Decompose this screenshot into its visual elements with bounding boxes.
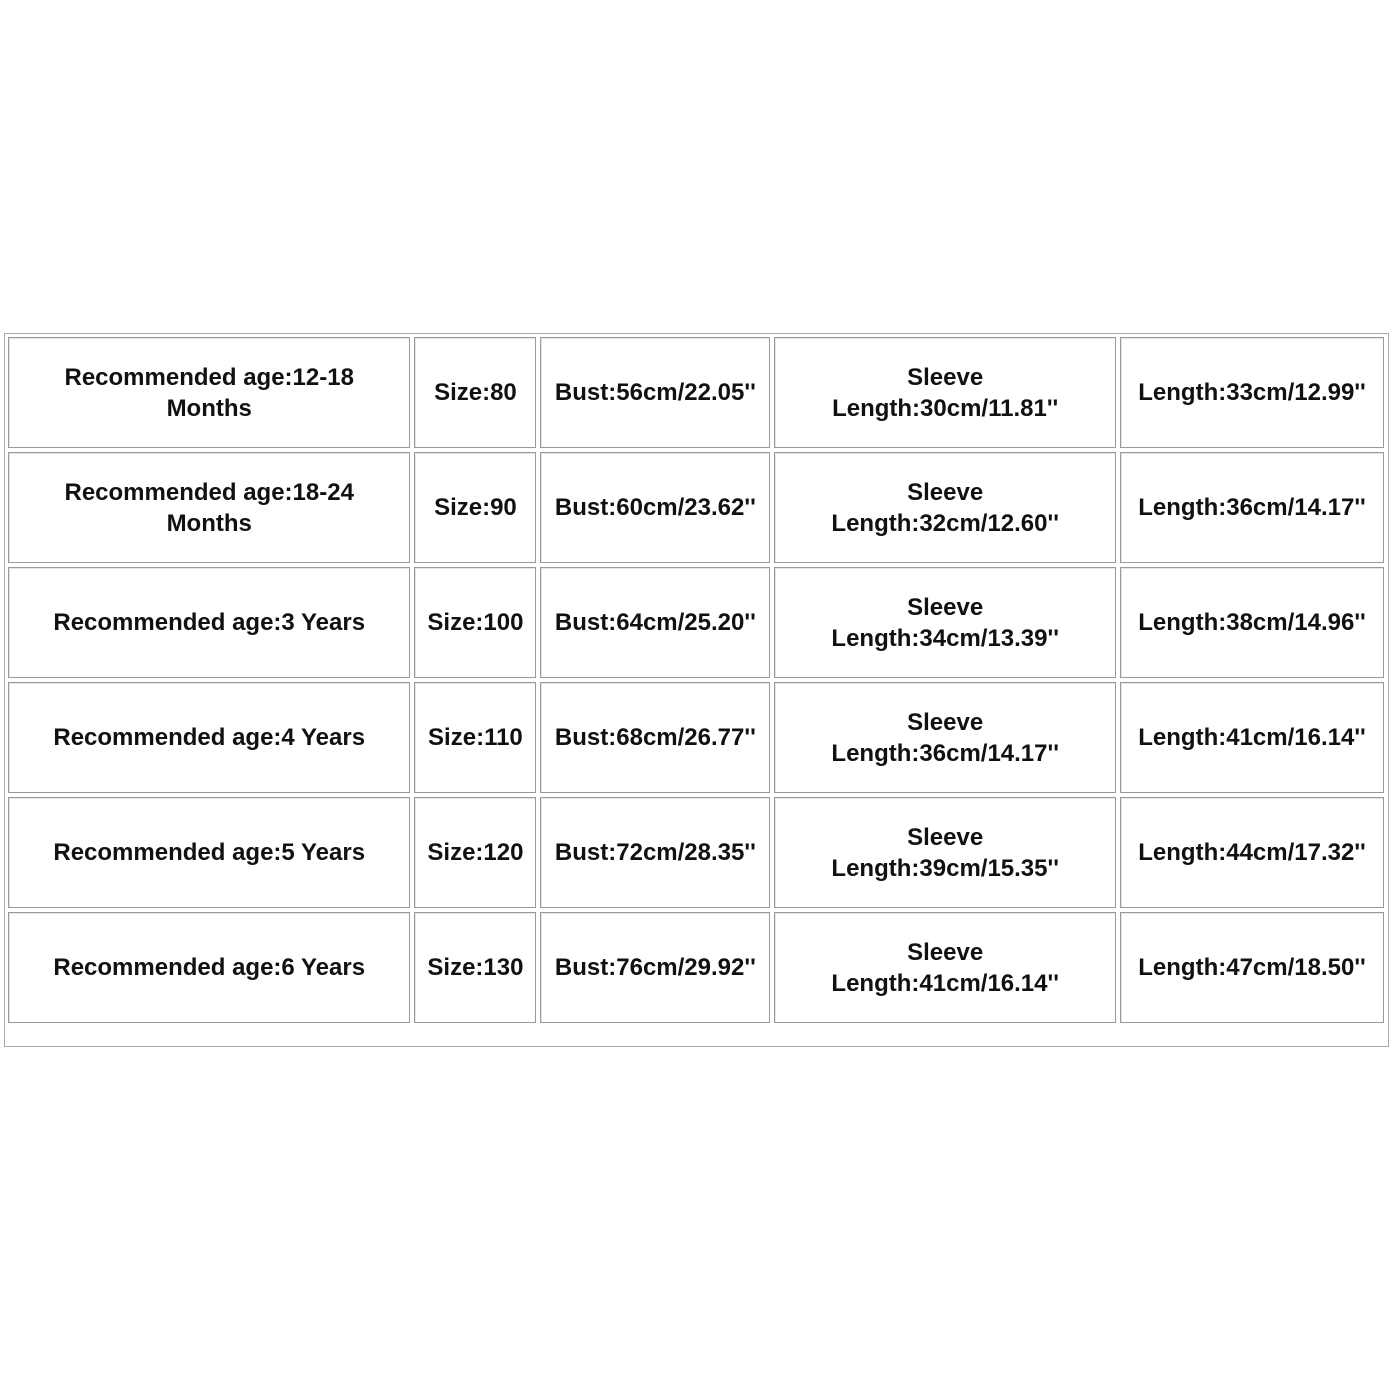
size-cell — [414, 452, 536, 563]
sleeve-text: Sleeve Length:30cm/11.81'' — [832, 363, 1059, 422]
sleeve-cell — [774, 452, 1116, 563]
size-cell — [414, 682, 536, 793]
bust-cell — [540, 567, 770, 678]
age-text: Recommended age:3 Years — [53, 609, 366, 636]
table-row — [8, 337, 1384, 448]
bust-text: Bust:72cm/28.35'' — [554, 839, 756, 866]
age-text: Recommended age:6 Years — [53, 954, 366, 981]
length-text: Length:36cm/14.17'' — [1138, 494, 1366, 521]
size-text: Size:90 — [434, 494, 517, 521]
size-chart-table — [4, 333, 1388, 1027]
size-text: Size:80 — [434, 379, 517, 406]
table-row — [8, 567, 1384, 678]
age-cell — [8, 912, 410, 1023]
age-cell — [8, 682, 410, 793]
bust-text: Bust:76cm/29.92'' — [554, 954, 756, 981]
sleeve-cell — [774, 797, 1116, 908]
size-text: Size:110 — [428, 724, 523, 751]
sleeve-text: Sleeve Length:32cm/12.60'' — [831, 478, 1059, 537]
sleeve-cell — [774, 682, 1116, 793]
length-cell — [1120, 912, 1384, 1023]
size-cell — [414, 337, 536, 448]
size-cell — [414, 797, 536, 908]
length-cell — [1120, 682, 1384, 793]
age-cell — [8, 797, 410, 908]
sleeve-text: Sleeve Length:34cm/13.39'' — [831, 593, 1059, 652]
sleeve-cell — [774, 912, 1116, 1023]
bust-text: Bust:68cm/26.77'' — [554, 724, 756, 751]
sleeve-cell — [774, 337, 1116, 448]
table-row — [8, 797, 1384, 908]
size-text: Size:120 — [427, 839, 524, 866]
table-row — [8, 912, 1384, 1023]
length-cell — [1120, 567, 1384, 678]
bust-text: Bust:56cm/22.05'' — [554, 379, 756, 406]
bust-cell — [540, 337, 770, 448]
age-cell — [8, 337, 410, 448]
bust-cell — [540, 682, 770, 793]
size-cell — [414, 567, 536, 678]
length-text: Length:38cm/14.96'' — [1138, 609, 1366, 636]
age-text: Recommended age:12-18 Months — [64, 363, 354, 422]
length-text: Length:44cm/17.32'' — [1138, 839, 1366, 866]
bust-cell — [540, 912, 770, 1023]
length-cell — [1120, 797, 1384, 908]
bust-cell — [540, 797, 770, 908]
length-text: Length:41cm/16.14'' — [1138, 724, 1366, 751]
bust-cell — [540, 452, 770, 563]
sleeve-text: Sleeve Length:41cm/16.14'' — [831, 938, 1059, 997]
age-cell — [8, 567, 410, 678]
age-text: Recommended age:18-24 Months — [64, 478, 354, 537]
sleeve-cell — [774, 567, 1116, 678]
sleeve-text: Sleeve Length:39cm/15.35'' — [831, 823, 1059, 882]
size-text: Size:100 — [427, 609, 524, 636]
length-text: Length:33cm/12.99'' — [1138, 379, 1366, 406]
length-cell — [1120, 337, 1384, 448]
length-cell — [1120, 452, 1384, 563]
bust-text: Bust:60cm/23.62'' — [554, 494, 756, 521]
bust-text: Bust:64cm/25.20'' — [554, 609, 756, 636]
table-row — [8, 682, 1384, 793]
size-text: Size:130 — [427, 954, 524, 981]
length-text: Length:47cm/18.50'' — [1138, 954, 1366, 981]
age-text: Recommended age:5 Years — [53, 839, 366, 866]
age-cell — [8, 452, 410, 563]
size-chart-frame — [4, 333, 1389, 1047]
sleeve-text: Sleeve Length:36cm/14.17'' — [831, 708, 1059, 767]
table-row — [8, 452, 1384, 563]
size-cell — [414, 912, 536, 1023]
age-text: Recommended age:4 Years — [53, 724, 366, 751]
